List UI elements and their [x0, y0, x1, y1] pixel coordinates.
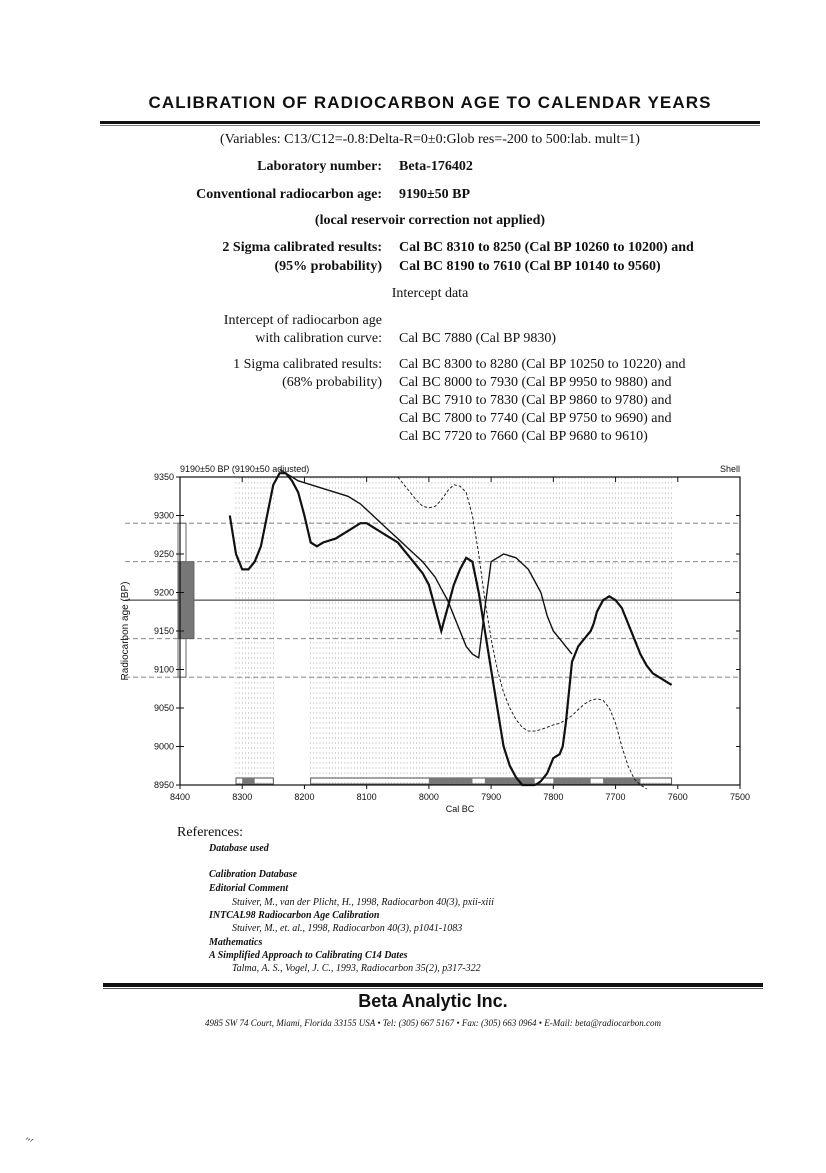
- top-rule-thin: [100, 125, 760, 126]
- x-tick-label: 8000: [418, 792, 439, 802]
- y-tick-label: 9300: [153, 510, 174, 521]
- reference-line: A Simplified Approach to Calibrating C14 Dates: [209, 950, 408, 961]
- y-tick-label: 9000: [153, 741, 174, 752]
- one-sigma-range-2: Cal BC 8000 to 7930 (Cal BP 9950 to 9880) and: [399, 375, 672, 390]
- reference-line: Database used: [209, 843, 269, 854]
- calibration-chart: [110, 455, 760, 825]
- y-axis-label: Radiocarbon age (BP): [120, 581, 131, 681]
- two-sigma-label: 2 Sigma calibrated results:: [222, 240, 382, 255]
- chart-title: 9190±50 BP (9190±50 adjusted): [180, 464, 310, 474]
- x-tick-label: 7600: [667, 792, 688, 802]
- conventional-age-value: 9190±50 BP: [399, 187, 471, 202]
- intercept-heading: Intercept data: [391, 286, 469, 301]
- x-axis-label: Cal BC: [445, 804, 475, 814]
- one-sigma-label: 1 Sigma calibrated results:: [233, 357, 382, 372]
- one-sigma-range-bar: [553, 778, 590, 784]
- variables-line: (Variables: C13/C12=-0.8:Delta-R=0±0:Glob res=-200 to 500:lab. mult=1): [220, 132, 640, 147]
- chart-corner-label: Shell: [719, 464, 740, 474]
- x-tick-label: 7800: [543, 792, 564, 802]
- y-tick-label: 9350: [153, 472, 174, 482]
- intercept-label-2: with calibration curve:: [255, 331, 382, 346]
- y-tick-label: 9050: [153, 703, 174, 713]
- reference-line: Editorial Comment: [209, 883, 289, 894]
- bottom-rule: [103, 983, 763, 987]
- x-tick-label: 8100: [356, 792, 377, 802]
- reference-line: Mathematics: [209, 937, 263, 948]
- one-sigma-range-bar: [485, 778, 535, 784]
- two-sigma-probability: (95% probability): [274, 259, 382, 274]
- one-sigma-range-5: Cal BC 7720 to 7660 (Cal BP 9680 to 9610): [399, 429, 648, 444]
- y-tick-label: 8950: [153, 780, 174, 790]
- company-address: 4985 SW 74 Court, Miami, Florida 33155 USA • Tel: (305) 667 5167 • Fax: (305) 663 0964 • E-Mail: beta@radiocarbon.com: [205, 1018, 661, 1028]
- reservoir-note: (local reservoir correction not applied): [314, 213, 546, 228]
- one-sigma-range-1: Cal BC 8300 to 8280 (Cal BP 10250 to 10220) and: [399, 357, 686, 372]
- one-sigma-range-bar: [429, 778, 473, 784]
- bottom-rule-thin: [103, 988, 763, 989]
- x-tick-label: 8300: [232, 792, 253, 802]
- y-tick-label: 9200: [153, 587, 174, 598]
- one-sigma-range-3: Cal BC 7910 to 7830 (Cal BP 9860 to 9780) and: [399, 393, 672, 408]
- lab-number-label: Laboratory number:: [257, 159, 382, 174]
- y-tick-label: 9100: [153, 664, 174, 675]
- lab-number-value: Beta-176402: [399, 159, 473, 174]
- margin-mark: ﾐ: [24, 1135, 37, 1145]
- reference-line: Talma, A. S., Vogel, J. C., 1993, Radiocarbon 35(2), p317-322: [232, 963, 481, 974]
- two-sigma-range-1: Cal BC 8310 to 8250 (Cal BP 10260 to 10200) and: [399, 240, 694, 255]
- references-heading: References:: [177, 825, 244, 840]
- x-tick-label: 7900: [481, 792, 502, 802]
- x-tick-label: 7700: [605, 792, 626, 802]
- conventional-age-label: Conventional radiocarbon age:: [196, 187, 382, 202]
- calibration-chart-svg: [110, 455, 760, 825]
- x-tick-label: 8200: [294, 792, 315, 802]
- one-sigma-range-4: Cal BC 7800 to 7740 (Cal BP 9750 to 9690) and: [399, 411, 672, 426]
- two-sigma-range-2: Cal BC 8190 to 7610 (Cal BP 10140 to 9560): [399, 259, 661, 274]
- intercept-value: Cal BC 7880 (Cal BP 9830): [399, 331, 556, 346]
- top-rule: [100, 121, 760, 124]
- x-tick-label: 8400: [169, 792, 191, 802]
- y-tick-label: 9250: [153, 549, 174, 559]
- reference-line: Stuiver, M., et. al., 1998, Radiocarbon 40(3), p1041-1083: [232, 923, 463, 934]
- one-sigma-range-bar: [242, 778, 254, 784]
- intercept-label-1: Intercept of radiocarbon age: [223, 313, 382, 328]
- reference-line: Calibration Database: [209, 869, 298, 880]
- reference-line: INTCAL98 Radiocarbon Age Calibration: [209, 910, 380, 921]
- y-tick-label: 9150: [153, 626, 174, 636]
- company-name: Beta Analytic Inc.: [358, 991, 508, 1011]
- page-title: CALIBRATION OF RADIOCARBON AGE TO CALENDAR YEARS: [148, 93, 712, 112]
- x-tick-label: 7500: [729, 792, 751, 802]
- reference-line: Stuiver, M., van der Plicht, H., 1998, Radiocarbon 40(3), pxii-xiii: [232, 897, 494, 908]
- one-sigma-probability: (68% probability): [282, 375, 382, 390]
